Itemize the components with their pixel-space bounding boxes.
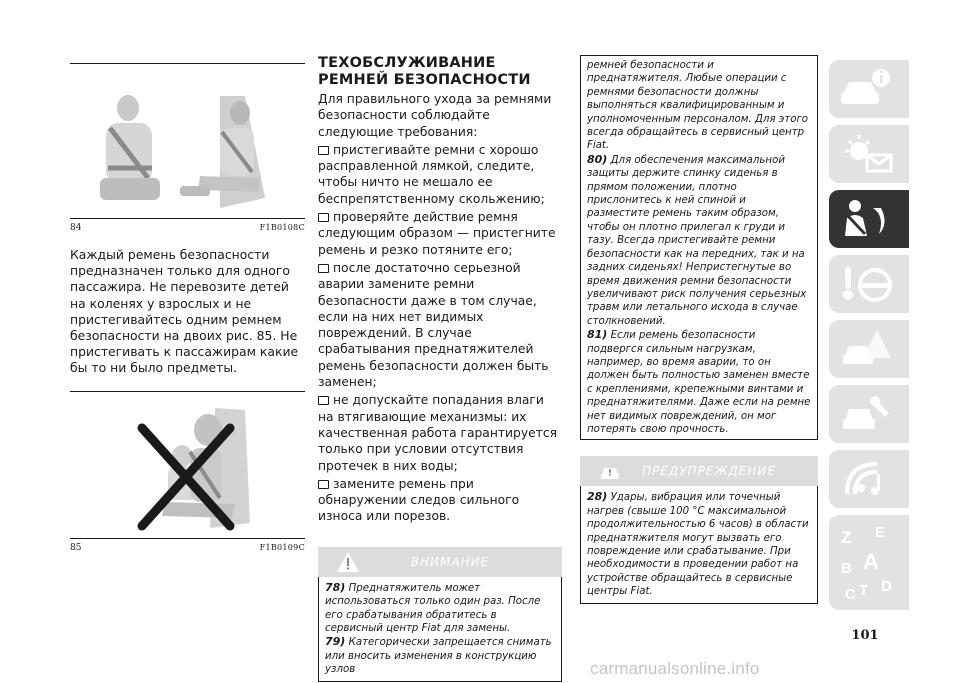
checkbox-bullet-icon — [318, 213, 329, 222]
figure-85-rule — [70, 538, 305, 539]
bullet-item — [318, 392, 562, 473]
note-79 — [325, 635, 555, 676]
note-text: Категорически запрещается снимать или вносить изменения в конструкцию узлов — [325, 637, 552, 676]
bullet-text: пристегивайте ремни с хорошо расправленной лямкой, следите, чтобы ничто не мешало ее беспрепятственному скольжению; — [318, 142, 545, 206]
attention-header — [318, 547, 562, 577]
figure-84 — [70, 68, 305, 233]
seat-belt-safety-icon — [837, 194, 897, 244]
car-info-icon — [837, 64, 897, 114]
note-28 — [587, 490, 811, 598]
multimedia-icon — [837, 454, 897, 504]
figure-85-number: 85 — [70, 542, 82, 553]
key-steering-wheel-icon — [837, 259, 897, 309]
tab-starting-driving[interactable] — [829, 255, 909, 313]
note-text: Если ремень безопасности подвергся сильным нагрузкам, например, во время аварии, то он должен быть полностью заменен вместе с креплениями, крепежными винтами и преднатяжителями. Даже если на ремне нет видимых повреждений, он мог потерять свою прочность. — [587, 330, 811, 435]
bullet-text: не допускайте попадания влаги на втягивающие механизмы: их качественная работа гарантируется только при условии отсутствия протечек в них воды; — [318, 393, 558, 473]
note-text: Удары, вибрация или точечный нагрев (свыше 100 °C максимальной продолжительностью 6 часов) в области преднатяжителя могут вызвать его повреждение или срабатывание. При необходимости в проведении работ на устройстве обращайтесь в сервисные центры Fiat. — [587, 492, 809, 598]
note-number: 78) — [325, 580, 346, 594]
index-letter: C — [845, 586, 856, 603]
tab-emergency[interactable] — [829, 320, 909, 378]
car-emergency-icon — [837, 324, 897, 374]
note-80 — [587, 153, 811, 328]
page-number: 101 — [851, 628, 879, 643]
figure-85-caption — [70, 543, 305, 553]
bullet-item — [318, 260, 562, 390]
bullet-item — [318, 142, 562, 207]
note-79-continuation: ремней безопасности и преднатяжителя. Любые операции с ремнями безопасности должны выполняться квалифицированным и уполномоченным персоналом. Для этого всегда обращайтесь в сервисный центр Fiat. — [587, 60, 809, 152]
section-title: ТЕХОБСЛУЖИВАНИЕ РЕМНЕЙ БЕЗОПАСНОСТИ — [318, 55, 531, 88]
section-intro: Для правильного ухода за ремнями безопасности соблюдайте следующие требования: — [318, 92, 552, 139]
warning-triangle-icon — [336, 550, 360, 574]
column-3 — [580, 55, 818, 604]
car-maintenance-icon — [837, 389, 897, 439]
note-78 — [325, 581, 555, 636]
child-on-lap-illustration — [70, 398, 305, 538]
bullet-text: замените ремень при обнаружении следов сильного износа или порезов. — [318, 476, 520, 524]
note-number: 79) — [325, 635, 346, 649]
figure-85-top-rule — [70, 391, 305, 392]
note-text: Преднатяжитель может использоваться только один раз. После его срабатывания обратитесь в сервисный центр Fiat для замены. — [325, 582, 541, 634]
car-warning-icon — [598, 459, 622, 483]
figure-84-code: F1B0108C — [259, 223, 305, 232]
index-letter: A — [863, 549, 879, 574]
index-letter: B — [841, 560, 852, 577]
figure-84-caption — [70, 223, 305, 233]
note-number: 28) — [587, 490, 608, 504]
figure-84-number: 84 — [70, 223, 82, 233]
note-number: 81) — [587, 328, 608, 342]
seat-belt-occupants-illustration — [70, 68, 305, 218]
attention-label: ВНИМАНИЕ — [410, 554, 490, 569]
checkbox-bullet-icon — [318, 264, 329, 273]
figure-84-rule — [70, 218, 305, 219]
watermark: carmanualsonline.info — [590, 659, 760, 678]
warning-label: ПРЕДУПРЕЖДЕНИЕ — [642, 464, 776, 479]
tab-maintenance[interactable] — [829, 385, 909, 443]
tab-multimedia[interactable] — [829, 450, 909, 508]
note-81 — [587, 328, 811, 436]
index-letters-icon — [837, 519, 897, 605]
attention-continued-box — [580, 55, 818, 440]
attention-notes — [318, 577, 562, 682]
note-text: Для обеспечения максимальной защиты держите спинку сиденья в прямом положении, плотно прислонитесь к ней спиной и разместите ремень таким образом, чтобы он плотно прилегал к груди и тазу. Всегда пристегивайте ремни безопасности как на передних, так и на задних сиденьях! Непристегнутые во время движения ремни безопасности увеличивают риск получения серьезных травм или летального исхода в случае столкновений. — [587, 154, 807, 327]
column-1 — [70, 60, 305, 553]
bullet-item — [318, 209, 562, 258]
warning-header — [580, 456, 818, 486]
warning-notes — [580, 486, 818, 603]
checkbox-bullet-icon — [318, 146, 329, 155]
checkbox-bullet-icon — [318, 480, 329, 489]
dashboard-lights-icon — [837, 129, 897, 179]
bullet-text: проверяйте действие ремня следующим образом — пристегните ремень и резко потяните его; — [318, 210, 556, 257]
index-letter: E — [875, 524, 886, 541]
index-letter: Z — [841, 528, 852, 547]
figure-85-code: F1B0109C — [259, 542, 305, 552]
tab-index[interactable] — [829, 515, 909, 610]
tab-safety[interactable] — [829, 190, 909, 248]
note-number: 80) — [587, 152, 608, 166]
column-2 — [318, 55, 562, 682]
tab-dashboard-lights[interactable] — [829, 125, 909, 183]
index-letter: T — [859, 582, 869, 599]
bullet-item — [318, 476, 562, 525]
bullet-text: после достаточно серьезной аварии замените ремни безопасности даже в том случае, если на них нет видимых повреждений. В случае срабатывания преднатяжителей ремень безопасности должен быть заменен; — [318, 260, 549, 390]
tab-car-info[interactable] — [829, 60, 909, 118]
checkbox-bullet-icon — [318, 396, 329, 405]
figure-85 — [70, 398, 305, 553]
col1-paragraph: Каждый ремень безопасности предназначен только для одного пассажира. Не перевозите детей на коленях у взрослых и не пристегивайтесь одним ремнем безопасности на двоих рис. 85. Не пристегивать к пассажирам какие бы то ни было предметы. — [70, 247, 299, 376]
index-letter: D — [881, 578, 892, 595]
